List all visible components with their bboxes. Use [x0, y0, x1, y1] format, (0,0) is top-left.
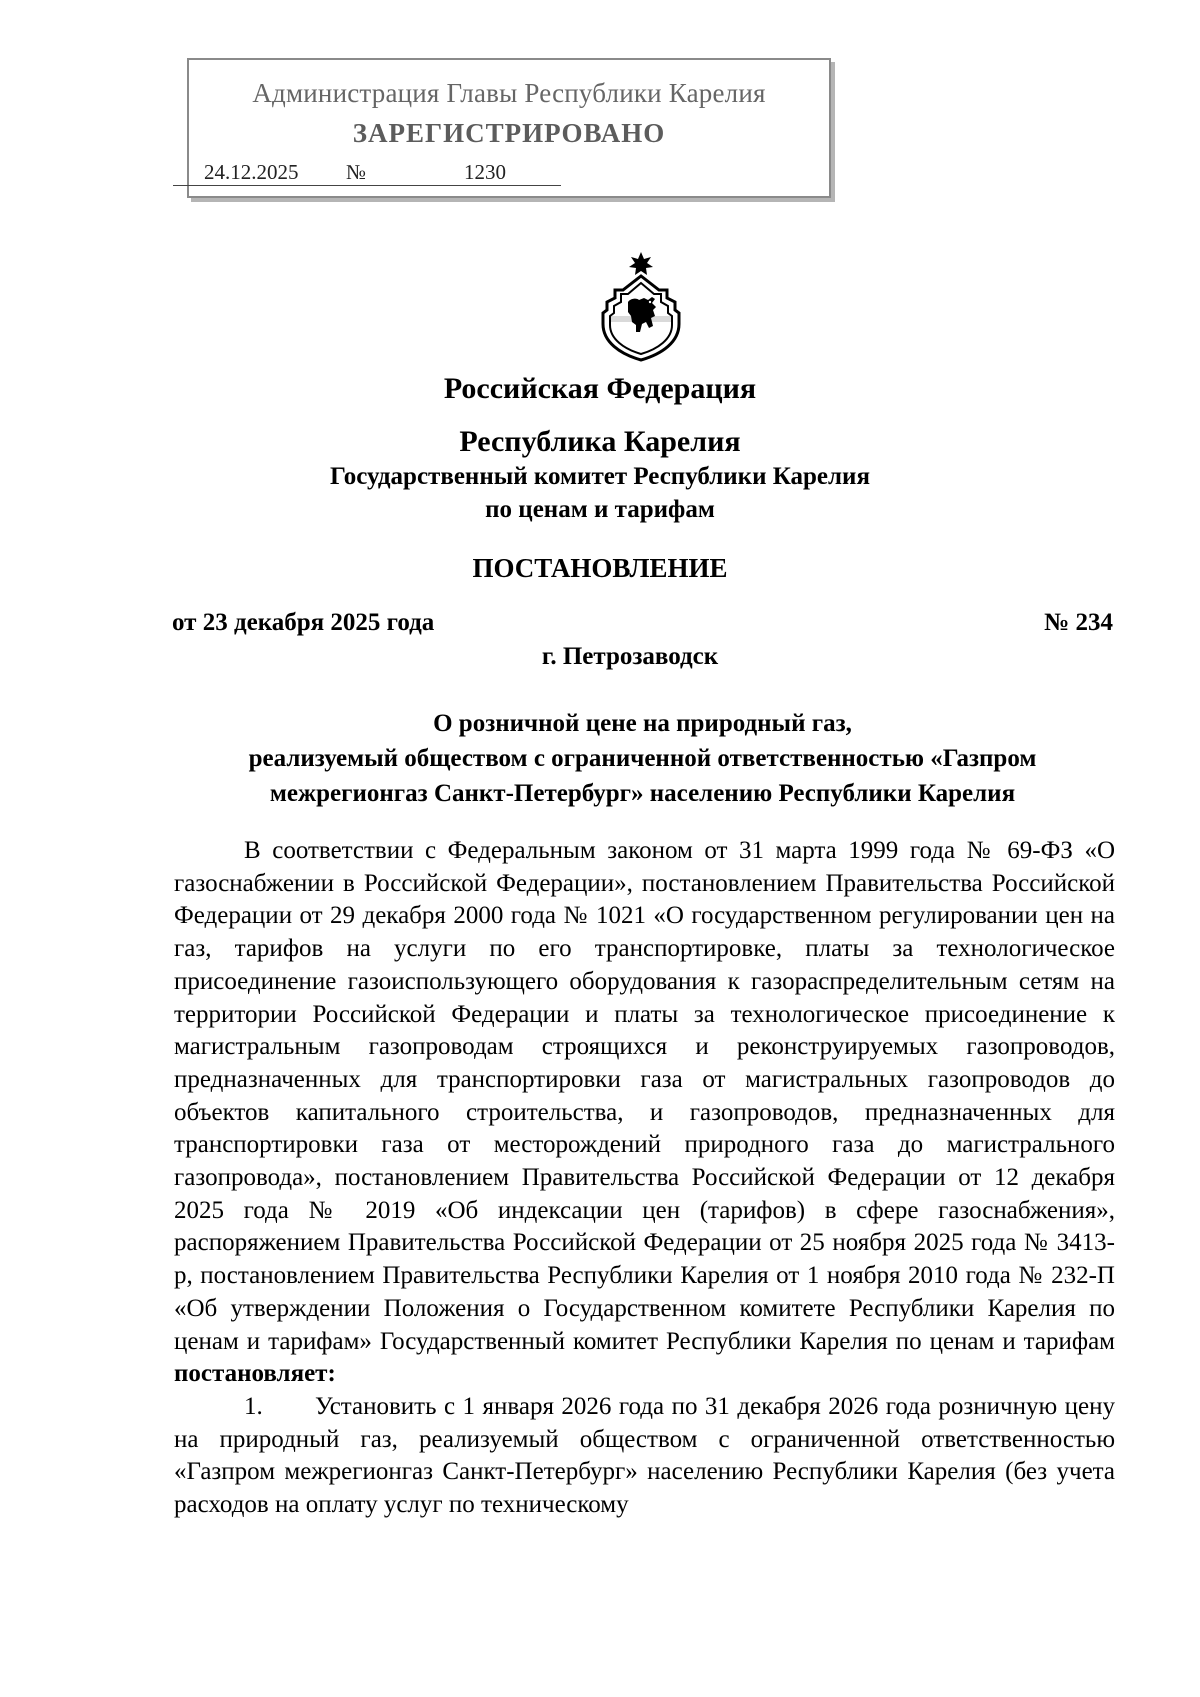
item-1-text: Установить с 1 января 2026 года по 31 декабря 2026 года розничную цену на природный газ, реализуемый обществом с ограниченной ответственностью «Газпром межрегионгаз Санкт-Петербург» населению Республики Карелия (без учета расходов на оплату услуг по техническому — [174, 1392, 1115, 1519]
preamble-paragraph — [174, 835, 1115, 1391]
karelia-coat-of-arms-icon — [598, 250, 684, 362]
stamp-underline — [173, 185, 561, 186]
header-republic: Республика Карелия — [459, 425, 741, 458]
title-line-1: О розничной цене на природный газ, — [433, 710, 852, 737]
stamp-registration-line — [173, 160, 561, 186]
item-1-number: 1. — [244, 1392, 263, 1420]
document-city: г. Петрозаводск — [541, 643, 719, 670]
document-body — [174, 835, 1115, 1522]
resolves-word: постановляет: — [174, 1360, 336, 1388]
document-number: № 234 — [1044, 609, 1113, 636]
stamp-date: 24.12.2025 — [204, 160, 299, 184]
title-line-3: межрегионгаз Санкт-Петербург» населению Республики Карелия — [269, 780, 1016, 807]
document-type: ПОСТАНОВЛЕНИЕ — [472, 553, 728, 583]
title-line-2: реализуемый обществом с ограниченной ответственностью «Газпром — [248, 745, 1037, 772]
stamp-number: 1230 — [464, 160, 506, 184]
stamp-number-sign: № — [346, 160, 367, 184]
header-committee-line1: Государственный комитет Республики Карелия — [330, 463, 870, 490]
header-committee-line2: по ценам и тарифам — [485, 496, 715, 523]
stamp-status: ЗАРЕГИСТРИРОВАНО — [352, 118, 666, 148]
document-date: от 23 декабря 2025 года — [172, 609, 435, 636]
document-title — [170, 706, 1115, 811]
item-1-paragraph — [174, 1391, 1115, 1522]
preamble-text: В соответствии с Федеральным законом от 31 марта 1999 года № 69-ФЗ «О газоснабжении в Российской Федерации», постановлением Правительства Российской Федерации от 29 декабря 2000 года № 1021 «О государственном регулировании цен на газ, тарифов на услуги по его транспортировке, платы за технологическое присоединение газоиспользующего оборудования к газораспределительным сетям на территории Российской Федерации и платы за технологическое присоединение к магистральным газопроводам строящихся и реконструируемых газопроводов, предназначенных для транспортировки газа от магистральных газопроводов до объектов капитального строительства, и газопроводов, предназначенных для транспортировки газа от месторождений природного газа до магистрального газопровода», постановлением Правительства Российской Федерации от 12 декабря 2025 года № 2019 «Об индексации цен (тарифов) в сфере газоснабжения», распоряжением Правительства Российской Федерации от 25 ноября 2025 года № 3413-р, постановлением Правительства Республики Карелия от 1 ноября 2010 года № 232-П «Об утверждении Положения о Государственном комитете Республики Карелия по ценам и тарифам» Государственный комитет Республики Карелия по ценам и тарифам — [174, 837, 1115, 1355]
header-country: Российская Федерация — [443, 372, 757, 405]
stamp-organization: Администрация Главы Республики Карелия — [252, 78, 766, 108]
